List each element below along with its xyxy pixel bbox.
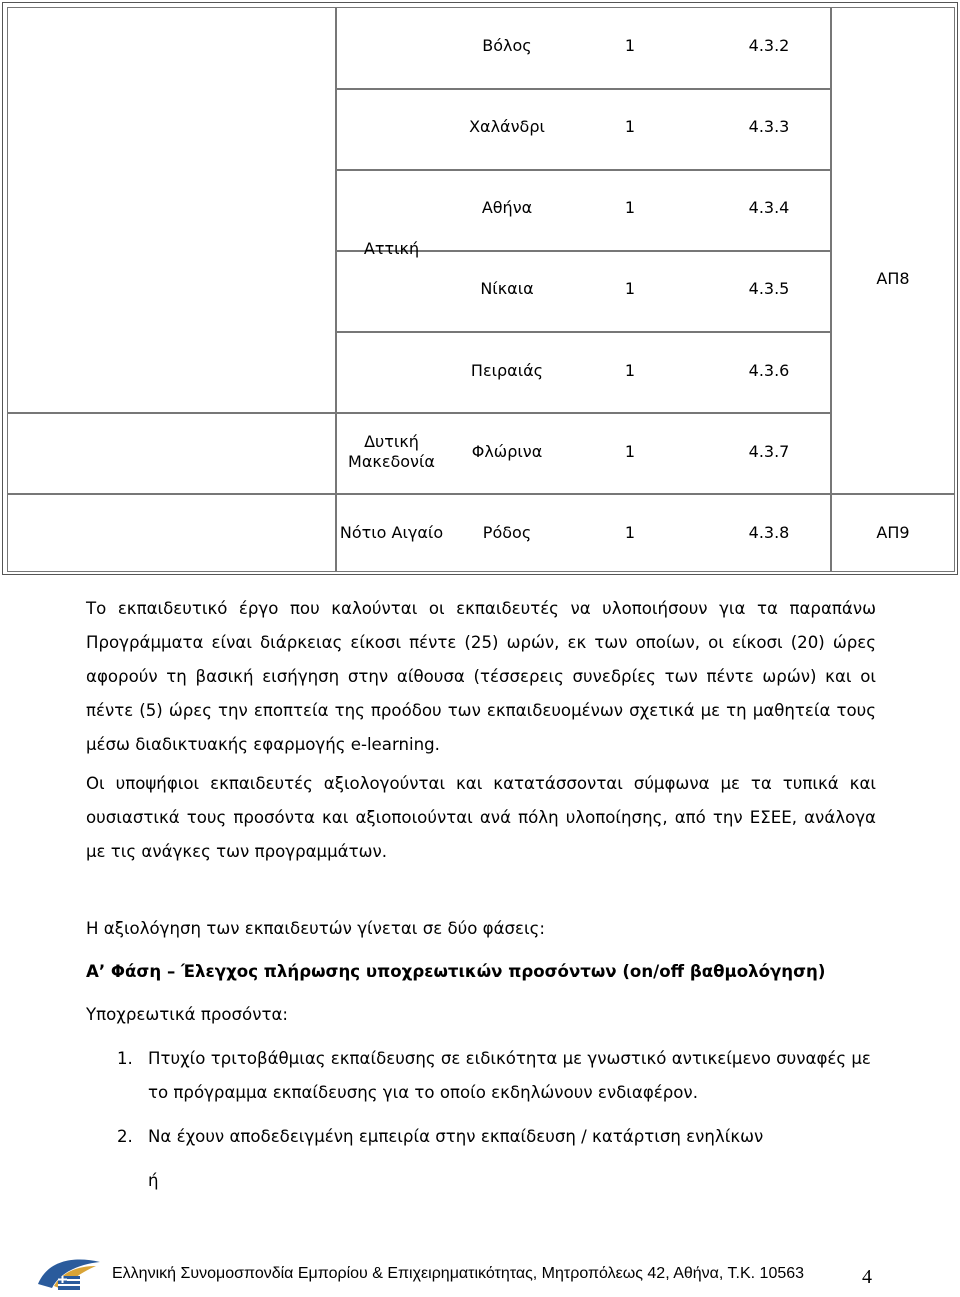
list-item: Πτυχίο τριτοβάθμιας εκπαίδευσης σε ειδικότητα με γνωστικό αντικείμενο συναφές με το πρόγραμμα εκπαίδευσης για το οποίο εκδηλώνουν ενδιαφέρον. [148,1049,871,1102]
code-cell: 4.3.2 [748,36,790,55]
count-cell: 1 [624,279,636,298]
city-cell: Βόλος [482,36,532,55]
program-label: ΑΠ8 [876,269,910,288]
code-cell: 4.3.3 [748,117,790,136]
region-label: Δυτική [364,432,419,451]
region-label: Νότιο Αιγαίο [339,523,444,542]
region-label: Αττική [363,239,420,258]
city-cell: Αθήνα [481,198,533,217]
phase-a-heading: Α’ Φάση – Έλεγχος πλήρωσης υποχρεωτικών προσόντων (on/off βαθμολόγηση) [86,962,826,981]
count-cell: 1 [624,117,636,136]
footer-address: Ελληνική Συνομοσπονδία Εμπορίου & Επιχειρηματικότητας, Μητροπόλεως 42, Αθήνα, Τ.Κ. 10563 [112,1265,805,1282]
count-cell: 1 [624,198,636,217]
paragraph-course-duration: Το εκπαιδευτικό έργο που καλούνται οι εκπαιδευτές να υλοποιήσουν για τα παραπάνω Προγράμματα είναι διάρκειας είκοσι πέντε (25) ωρών, εκ των οποίων, οι είκοσι (20) ώρες αφορούν τη βασική εισήγηση στην αίθουσα (τέσσερεις συνεδρίες των πέντε ωρών) και οι πέντε (5) ώρες την εποπτεία της προόδου των εκπαιδευομένων σχετικά με τη μαθητεία τους μέσω διαδικτυακής εφαρμογής e-learning. [86,599,876,754]
code-cell: 4.3.8 [748,523,790,542]
city-cell: Ρόδος [482,523,532,542]
organization-logo-icon [34,1254,106,1294]
city-cell: Χαλάνδρι [469,117,545,136]
code-cell: 4.3.6 [748,361,790,380]
list-number: 1. [117,1049,133,1068]
list-item: Να έχουν αποδεδειγμένη εμπειρία στην εκπαίδευση / κατάρτιση ενηλίκων [148,1127,764,1146]
program-label: ΑΠ9 [876,523,910,542]
cell-region-attica [7,7,336,413]
list-number: 2. [117,1127,133,1146]
mandatory-label: Υποχρεωτικά προσόντα: [86,1005,288,1024]
evaluation-intro: Η αξιολόγηση των εκπαιδευτών γίνεται σε δύο φάσεις: [86,919,545,938]
count-cell: 1 [624,361,636,380]
count-cell: 1 [624,442,636,461]
code-cell: 4.3.5 [748,279,790,298]
paragraph-evaluation-criteria: Οι υποψήφιοι εκπαιδευτές αξιολογούνται και κατατάσσονται σύμφωνα με τα τυπικά και ουσιαστικά τους προσόντα και αξιοποιούνται ανά πόλη υλοποίησης, από την ΕΣΕΕ, ανάλογα με τις ανάγκες των προγραμμάτων. [86,774,876,861]
city-cell: Φλώρινα [471,442,543,461]
count-cell: 1 [624,523,636,542]
or-text: ή [148,1171,159,1190]
city-cell: Πειραιάς [470,361,544,380]
region-label: Μακεδονία [348,452,435,471]
code-cell: 4.3.4 [748,198,790,217]
cell-program-ap8 [831,7,955,494]
city-cell: Νίκαια [480,279,534,298]
count-cell: 1 [624,36,636,55]
code-cell: 4.3.7 [748,442,790,461]
page-number: 4 [862,1266,872,1288]
region-city-table [2,2,958,575]
